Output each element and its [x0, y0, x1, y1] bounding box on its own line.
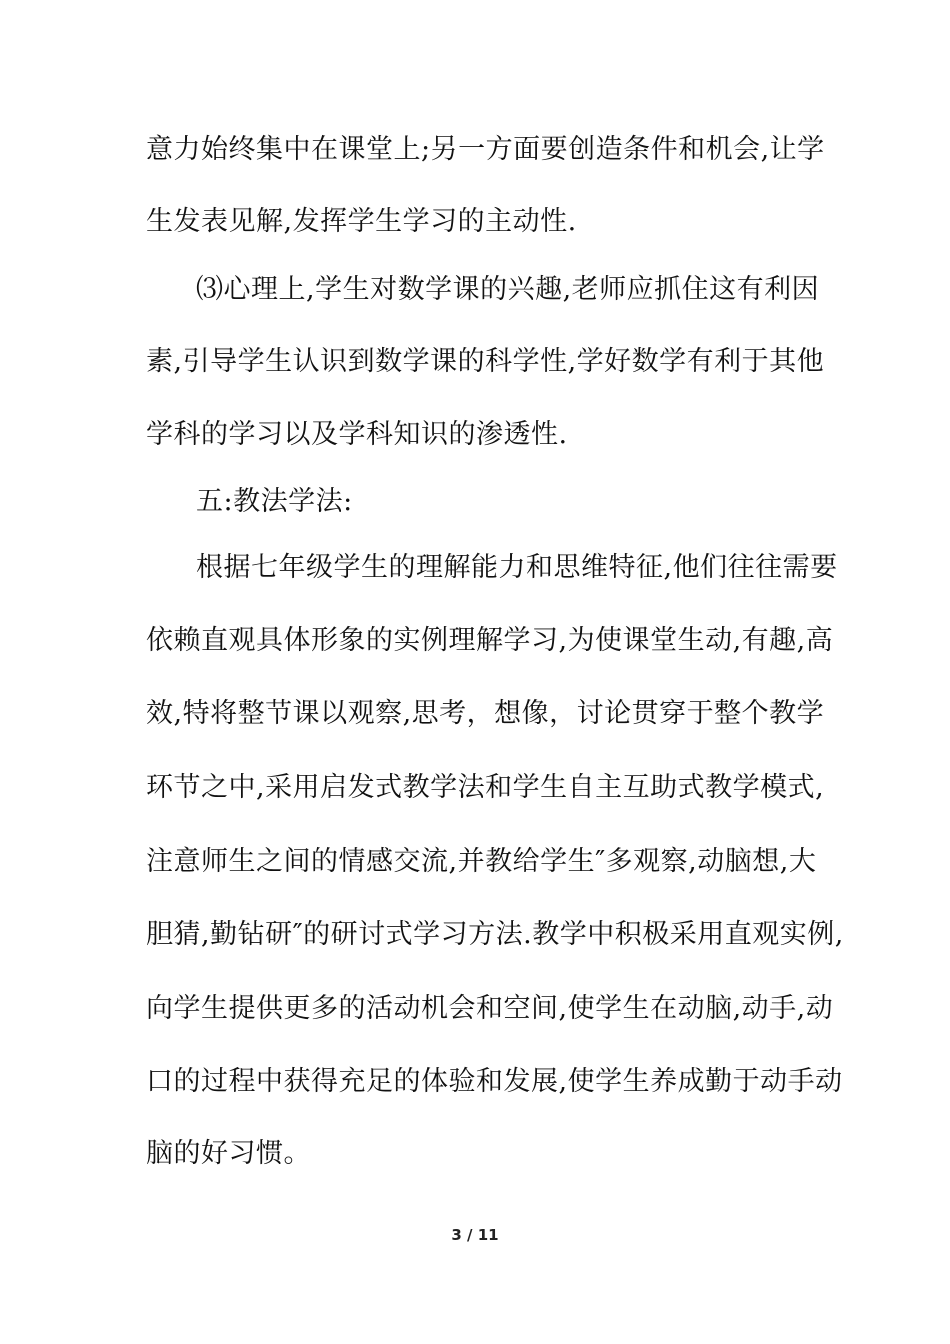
page-number: 3 / 11 — [451, 1226, 499, 1244]
text-line: 依赖直观具体形象的实例理解学习,为使课堂生动,有趣,高 — [146, 625, 834, 656]
text-line: 学科的学习以及学科知识的渗透性. — [146, 419, 568, 450]
text-line: 效,特将整节课以观察,思考，想像，讨论贯穿于整个教学 — [146, 698, 825, 729]
text-line: 注意师生之间的情感交流,并教给学生″多观察,动脑想,大 — [146, 846, 817, 877]
text-line: 胆猜,勤钻研″的研讨式学习方法.教学中积极采用直观实例, — [146, 919, 844, 950]
text-line: 向学生提供更多的活动机会和空间,使学生在动脑,动手,动 — [146, 993, 834, 1024]
section-heading: 五:教法学法: — [196, 486, 353, 517]
text-line: 素,引导学生认识到数学课的科学性,学好数学有利于其他 — [146, 346, 825, 377]
paragraph-start-line: 根据七年级学生的理解能力和思维特征,他们往往需要 — [196, 552, 838, 583]
text-line: 脑的好习惯。 — [146, 1138, 311, 1169]
text-line: 意力始终集中在课堂上;另一方面要创造条件和机会,让学 — [146, 134, 825, 165]
text-line: 口的过程中获得充足的体验和发展,使学生养成勤于动手动 — [146, 1066, 843, 1097]
paragraph-start-line: ⑶心理上,学生对数学课的兴趣,老师应抓住这有利因 — [196, 274, 820, 305]
text-line: 生发表见解,发挥学生学习的主动性. — [146, 206, 577, 237]
text-line: 环节之中,采用启发式教学法和学生自主互助式教学模式, — [146, 772, 825, 803]
